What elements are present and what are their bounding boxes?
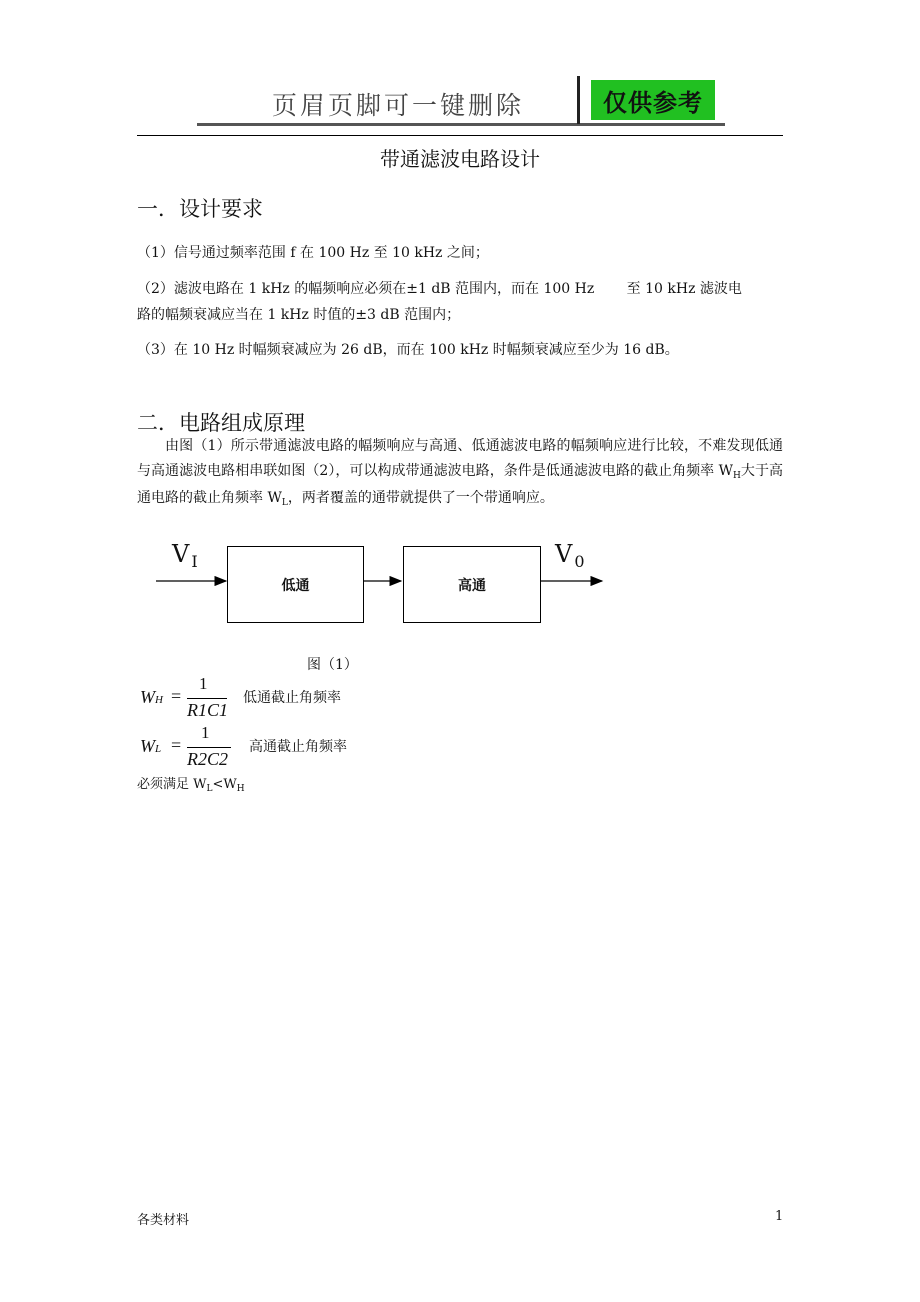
paragraph-text-2: 大于高通电路的截止角频率 W	[137, 463, 783, 506]
reference-only-badge: 仅供参考	[591, 80, 715, 120]
condition-prefix: 必须满足 W	[137, 777, 207, 792]
banner-underline	[197, 123, 725, 126]
page-number: 1	[775, 1209, 784, 1224]
condition-mid: <W	[212, 777, 237, 792]
formula1-numerator: 1	[199, 674, 208, 693]
output-v: V	[555, 540, 573, 568]
paragraph-text-3: ，两者覆盖的通带就提供了一个带通响应。	[287, 490, 554, 506]
section2-heading: 二．电路组成原理	[137, 411, 305, 435]
formula2-lhs: WL	[140, 736, 162, 756]
formula-wh	[137, 676, 377, 724]
highpass-block: 高通	[403, 546, 541, 623]
requirement-2-line2: 路的幅频衰减应当在 1 kHz 时值的±3 dB 范围内；	[137, 307, 461, 323]
figure-caption: 图（1）	[307, 657, 358, 673]
formula1-denominator: R1C1	[187, 700, 229, 720]
formula2-description: 高通截止角频率	[249, 739, 347, 755]
formula1-eq: =	[171, 686, 182, 706]
requirement-2-line1: （2）滤波电路在 1 kHz 的幅频响应必须在±1 dB 范围内，而在 100 Hz 至 10 kHz 滤波电	[137, 281, 742, 297]
input-sub: I	[191, 552, 198, 571]
header-banner-text: 页眉页脚可一键删除	[272, 91, 525, 120]
footer-left-text: 各类材料	[137, 1213, 190, 1228]
document-title: 带通滤波电路设计	[380, 147, 540, 171]
banner-separator	[577, 76, 580, 124]
requirement-1: （1）信号通过频率范围 f 在 100 Hz 至 10 kHz 之间；	[137, 245, 489, 261]
header-rule	[137, 135, 783, 136]
input-v: V	[172, 540, 190, 568]
formula2-fraction-bar	[187, 747, 231, 748]
lowpass-block: 低通	[227, 546, 364, 623]
formula1-description: 低通截止角频率	[243, 690, 341, 706]
input-voltage-label	[172, 540, 198, 571]
output-voltage-label	[555, 540, 585, 571]
formula1-lhs: WH	[140, 687, 163, 707]
principle-paragraph	[137, 434, 783, 513]
condition-line	[137, 773, 245, 792]
paragraph-subscript-l: L	[281, 498, 288, 508]
requirement-3: （3）在 10 Hz 时幅频衰减应为 26 dB，而在 100 kHz 时幅频衰减应至少为 16 dB。	[137, 342, 679, 358]
condition-sub-h: H	[236, 784, 245, 794]
formula2-numerator: 1	[201, 723, 210, 742]
paragraph-subscript-h: H	[733, 471, 741, 481]
formula2-eq: =	[171, 735, 182, 755]
formula-wl	[137, 725, 377, 773]
paragraph-text-1: 由图（1）所示带通滤波电路的幅频响应与高通、低通滤波电路的幅频响应进行比较，不难发现低通与高通滤波电路相串联如图（2），可以构成带通滤波电路，条件是低通滤波电路的截止角频率 W	[137, 438, 783, 479]
formula2-denominator: R2C2	[187, 749, 229, 769]
output-sub: 0	[574, 552, 585, 571]
formula1-fraction-bar	[187, 698, 227, 699]
section1-heading: 一．设计要求	[137, 197, 263, 221]
diagram-arrows	[150, 570, 610, 594]
condition-sub-l: L	[206, 784, 213, 794]
